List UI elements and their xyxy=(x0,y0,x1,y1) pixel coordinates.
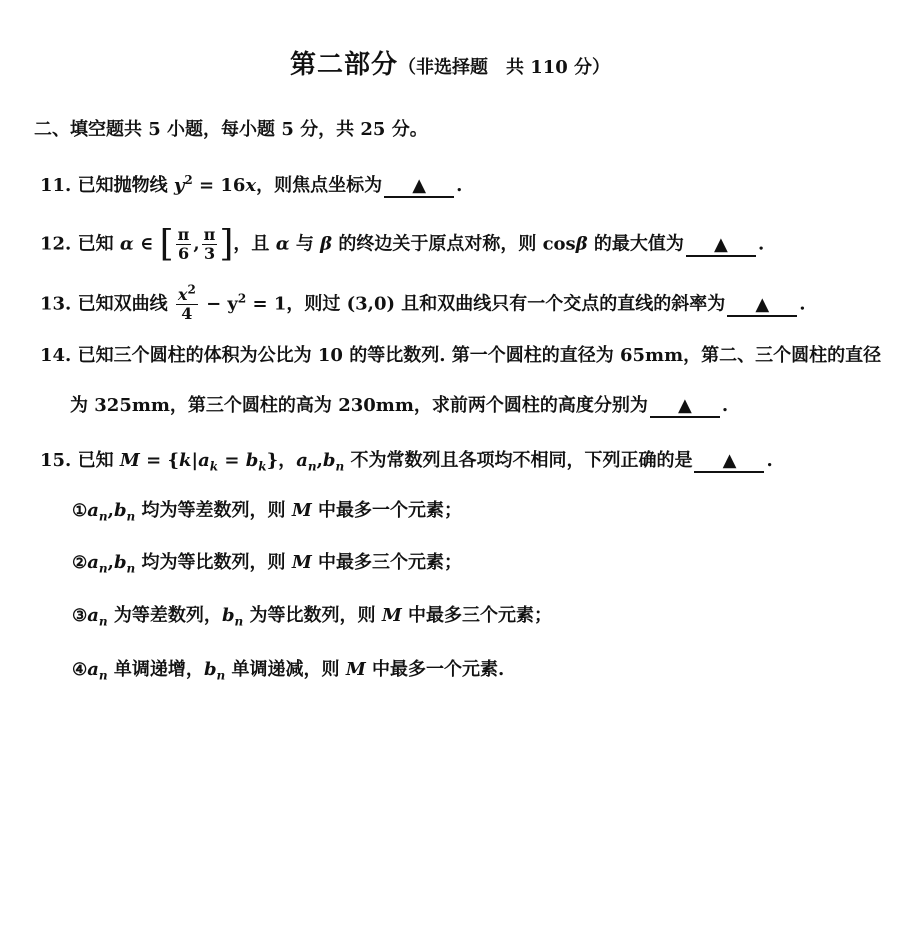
answer-blank: ▲ xyxy=(727,295,797,317)
question-14: 14. 已知三个圆柱的体积为公比为 10 的等比数列. 第一个圆柱的直径为 65mm，第二、三个圆柱的直径 xyxy=(40,345,882,366)
part-title: 第二部分 xyxy=(289,50,398,80)
fraction-pi-3: $\frac{\pi}{3}$ xyxy=(203,225,216,263)
option-number: ② xyxy=(72,553,88,573)
question-number: 11. xyxy=(40,175,72,196)
option-2: $②a_n,b_n$ 均为等比数列，则 M 中最多三个元素； xyxy=(72,552,463,576)
question-11: 11. 已知抛物线 $y^2 = 16x$，则焦点坐标为 ▲ . xyxy=(40,173,463,196)
section-title: 二、填空题共 5 小题，每小题 5 分，共 25 分。 xyxy=(34,119,428,140)
option-1: $①a_n,b_n$ 均为等差数列，则 M 中最多一个元素； xyxy=(72,500,463,524)
fraction-pi-6: $\frac{\pi}{6}$ xyxy=(177,225,190,263)
question-12: 12. 已知 α ∈ [ $\frac{\pi}{6}$ , $\frac{\pi}{3}$ ]，且 α 与 β 的终边关于原点对称，则 cosβ 的最大值为 ▲ . xyxy=(40,223,765,265)
question-number: 15. xyxy=(40,450,72,471)
fraction-x2-4: $\frac{x^2}{4}$ xyxy=(177,282,196,323)
question-number: 14. xyxy=(40,345,72,366)
option-3: $③a_n$ 为等差数列，$b_n$ 为等比数列，则 M 中最多三个元素； xyxy=(72,605,553,629)
part-header xyxy=(0,44,900,81)
option-4: $④a_n$ 单调递增，$b_n$ 单调递减，则 M 中最多一个元素. xyxy=(72,659,505,683)
option-number: ④ xyxy=(72,660,88,680)
answer-blank: ▲ xyxy=(694,451,764,473)
question-number: 13. xyxy=(40,293,72,315)
question-14-continued: 为 325mm，第三个圆柱的高为 230mm，求前两个圆柱的高度分别为 ▲ . xyxy=(70,395,729,416)
question-15: 15. 已知 $M = \{k|a_k = b_k\}$，$a_n,b_n$ 不为常数列且各项均不相同，下列正确的是 ▲ . xyxy=(40,450,773,474)
question-number: 12. xyxy=(40,233,72,255)
question-13: 13. 已知双曲线 $\frac{x^2}{4}$ − $y^2 = 1$，则过 (3,0) 且和双曲线只有一个交点的直线的斜率为 ▲ . xyxy=(40,282,806,323)
option-number: ③ xyxy=(72,606,88,626)
answer-blank: ▲ xyxy=(650,396,720,418)
answer-blank: ▲ xyxy=(384,176,454,198)
answer-blank: ▲ xyxy=(686,235,756,257)
part-subtitle: （非选择题 共 110 分） xyxy=(397,57,611,78)
option-number: ① xyxy=(72,501,88,521)
